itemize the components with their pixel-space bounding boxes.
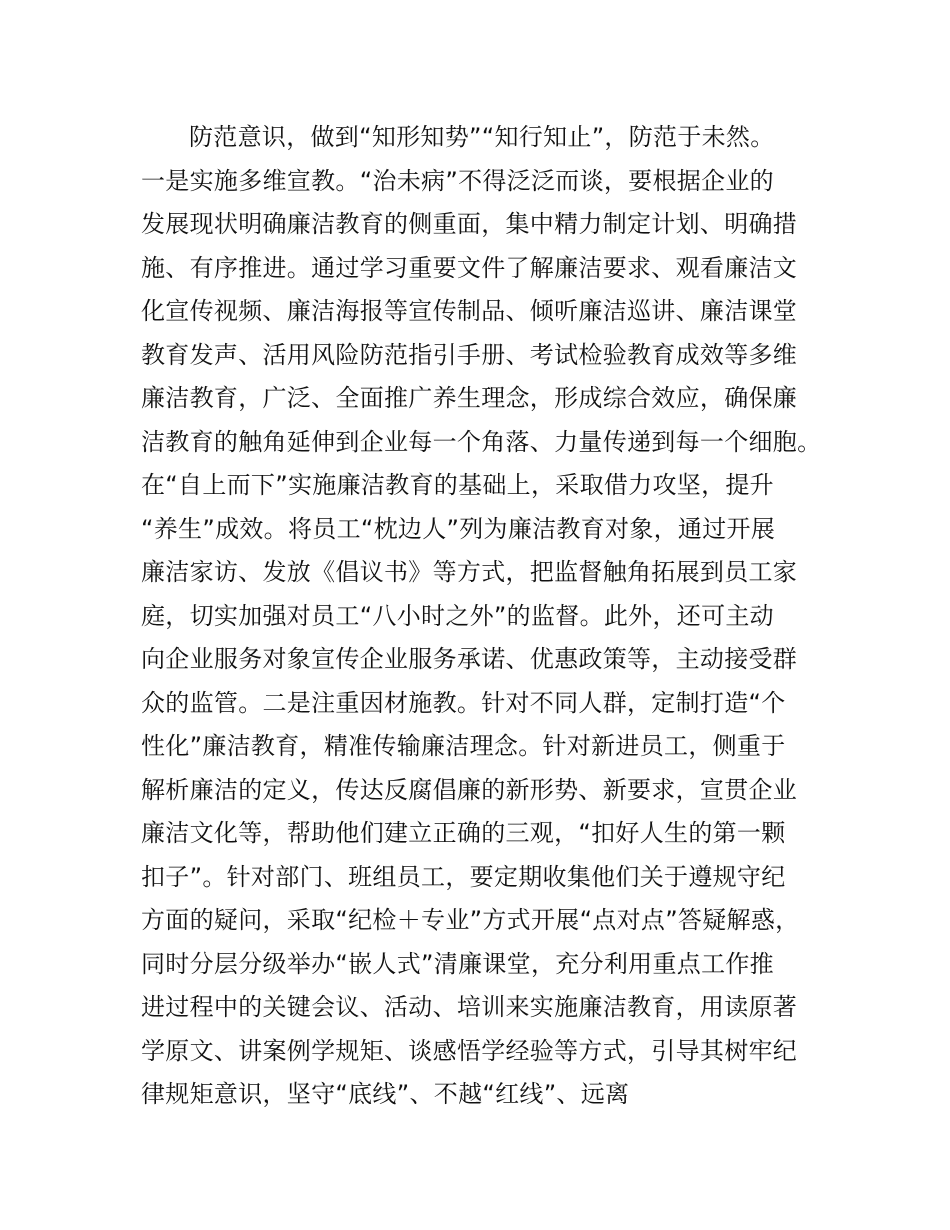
text-line: 众的监管。二是注重因材施教。针对不同人群，定制打造“个 xyxy=(141,688,786,717)
text-line: 学原文、讲案例学规矩、谈感悟学经验等方式，引导其树牢纪 xyxy=(141,1036,798,1065)
text-line: “养生”成效。将员工“枕边人”列为廉洁教育对象，通过开展 xyxy=(141,514,776,543)
text-line: 律规矩意识，坚守“底线”、不越“红线”、远离 xyxy=(141,1080,630,1108)
text-line: 一是实施多维宣教。“治未病”不得泛泛而谈，要根据企业的 xyxy=(141,166,774,195)
text-line: 扣子”。针对部门、班组员工，要定期收集他们关于遵规守纪 xyxy=(141,862,786,891)
text-line: 进过程中的关键会议、活动、培训来实施廉洁教育，用读原著 xyxy=(141,993,798,1021)
text-line: 化宣传视频、廉洁海报等宣传制品、倾听廉洁巡讲、廉洁课堂 xyxy=(141,297,798,325)
body-paragraph xyxy=(141,116,821,1117)
text-line: 庭，切实加强对员工“八小时之外”的监督。此外，还可主动 xyxy=(141,601,774,630)
text-line: 同时分层分级举办“嵌人式”清廉课堂，充分利用重点工作推 xyxy=(141,949,774,978)
text-line: 发展现状明确廉洁教育的侧重面，集中精力制定计划、明确措 xyxy=(141,210,798,238)
text-line: 性化”廉洁教育，精准传输廉洁理念。针对新进员工，侧重于 xyxy=(141,732,786,760)
text-line: 洁教育的触角延伸到企业每一个角落、力量传递到每一个细胞。 xyxy=(141,427,822,456)
text-line: 廉洁教育，广泛、全面推广养生理念，形成综合效应，确保廉 xyxy=(141,384,798,412)
text-line: 施、有序推进。通过学习重要文件了解廉洁要求、观看廉洁文 xyxy=(141,253,798,282)
text-line: 解析廉洁的定义，传达反腐倡廉的新形势、新要求，宣贯企业 xyxy=(141,775,798,804)
text-line: 向企业服务对象宣传企业服务承诺、优惠政策等，主动接受群 xyxy=(141,645,798,673)
text-line: 防范意识，做到“知形知势”“知行知止”，防范于未然。 xyxy=(189,123,775,151)
text-line: 方面的疑问，采取“纪检＋专业”方式开展“点对点”答疑解惑， xyxy=(141,906,800,934)
text-line: 教育发声、活用风险防范指引手册、考试检验教育成效等多维 xyxy=(141,340,798,369)
text-line: 在“自上而下”实施廉洁教育的基础上，采取借力攻坚，提升 xyxy=(141,471,774,499)
text-line: 廉洁文化等，帮助他们建立正确的三观，“扣好人生的第一颗 xyxy=(141,819,786,847)
text-line: 廉洁家访、发放《倡议书》等方式，把监督触角拓展到员工家 xyxy=(141,558,798,586)
